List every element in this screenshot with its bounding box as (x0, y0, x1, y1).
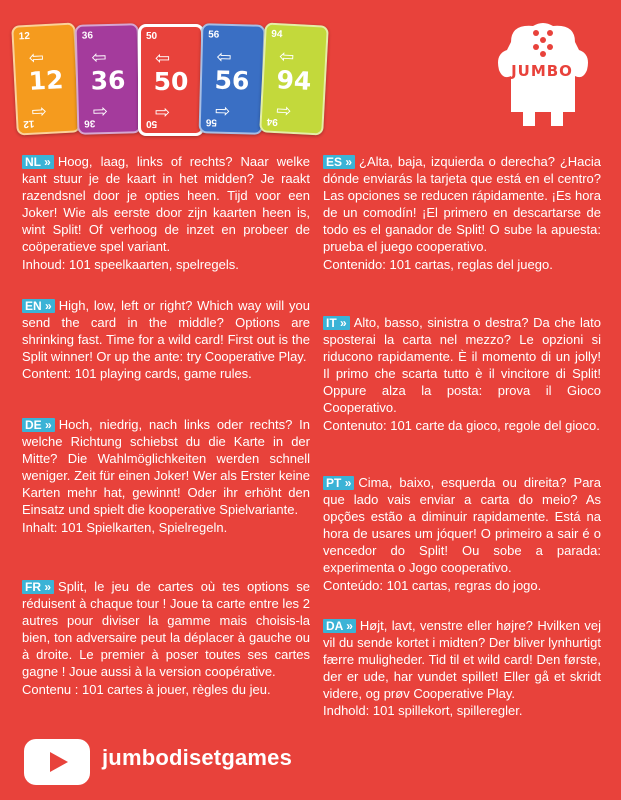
card-50 (138, 24, 204, 136)
card-56 (199, 23, 266, 135)
description-pt (323, 474, 601, 594)
tag-label: ES (326, 155, 343, 169)
description-text: High, low, left or right? Which way will you send the card in the middle? Options are shrinking fast. Time for a wild card! First out is the Split winner! Or up the ante: try Cooperative Play. (22, 298, 310, 365)
contents-line: Content: 101 playing cards, game rules. (22, 366, 252, 382)
contents-line: Contenido: 101 cartas, reglas del juego. (323, 256, 553, 272)
arrow-left-icon: ⇦ (216, 46, 232, 67)
tag-arrow: » (340, 316, 347, 330)
card-value: 94 (275, 65, 313, 96)
arrow-left-icon: ⇦ (278, 46, 295, 67)
tag-arrow: » (346, 619, 353, 633)
card-corner: 36 (81, 30, 94, 42)
youtube-channel-name[interactable]: jumbodisetgames (102, 745, 293, 770)
contents-line: Contenu : 101 cartes à jouer, règles du jeu. (22, 681, 271, 697)
description-nl (22, 153, 310, 273)
language-tag-de (22, 418, 55, 432)
description-text: Højt, lavt, venstre eller højre? Hvilken vej vil du sende kortet i midten? Der bliver lynhurtigt færre muligheder. Tid til et wild card! Den første, der er ude, har vundet spillet! Eller gå et skridt videre, og prøv Cooperative Play. (323, 618, 601, 702)
description-text: Split, le jeu de cartes où tes options se réduisent à chaque tour ! Joue ta carte entre les 2 autres pour diviser la gamme mais choisis-la bien, ton adversaire peut la déplacer à gauche ou à droite. Le premier à poser toutes ses cartes gagne ! Joue aussi à la version coopérative. (22, 579, 310, 680)
description-text: Hoch, niedrig, nach links oder rechts? In welche Richtung schiebst du die Karte in der Mitte? Die Wahlmöglichkeiten werden schnell weniger. Zeit für einen Joker! Wer als Erster keine Karten mehr hat, gewinnt! Oder ihr erhöht den Einsatz und spielt die kooperative Spielvariante. (22, 417, 310, 518)
card-corner: 94 (271, 28, 283, 41)
card-corner: 12 (18, 30, 31, 43)
tag-label: EN (25, 299, 42, 313)
language-tag-da (323, 619, 356, 633)
description-en (22, 297, 310, 382)
contents-line: Inhoud: 101 speelkaarten, spelregels. (22, 256, 239, 272)
tag-label: FR (25, 580, 41, 594)
arrow-left-icon: ⇦ (28, 47, 45, 68)
description-text: Alto, basso, sinistra o destra? Da che lato sposterai la carta nel mezzo? Le opzioni si riducono rapidamente. È il momento di un jolly! Il primo che scarta tutto è il vincitore di Split! Oppure alza la posta: prova il Gioco Cooperativo. (323, 315, 601, 416)
arrow-right-icon: ⇨ (155, 102, 171, 122)
description-text: ¿Alta, baja, izquierda o derecha? ¿Hacia dónde enviarás la tarjeta que está en el centro? Las opciones se reducen rápidamente. ¡Es hora de un comodín! ¡El primero en descartarse de todo es el ganador de Split! O sube la apuesta: prueba el juego cooperativo. (323, 154, 601, 255)
card-value: 12 (27, 65, 65, 96)
arrow-right-icon: ⇨ (214, 100, 231, 121)
arrow-right-icon: ⇨ (31, 101, 48, 122)
tag-arrow: » (45, 418, 52, 432)
arrow-right-icon: ⇨ (92, 101, 109, 122)
tag-label: DE (25, 418, 42, 432)
card-12 (11, 22, 81, 135)
card-fan (14, 20, 324, 138)
tag-arrow: » (345, 155, 353, 169)
tag-arrow: » (45, 299, 52, 313)
arrow-left-icon: ⇦ (155, 48, 171, 68)
description-it (323, 314, 601, 434)
description-da (323, 617, 601, 720)
contents-line: Conteúdo: 101 cartas, regras do jogo. (323, 577, 542, 593)
card-corner: 12 (23, 117, 35, 130)
arrow-left-icon: ⇦ (91, 47, 107, 68)
arrow-right-icon: ⇨ (275, 100, 292, 121)
card-value: 56 (214, 65, 250, 96)
card-value: 36 (90, 65, 126, 96)
card-value: 50 (153, 67, 189, 96)
description-text: Cima, baixo, esquerda ou direita? Para que lado vais enviar a carta do meio? As opções estão a diminuir rapidamente. Está na hora de usares um jóquer! O primeiro a sair é o vencedor do Split! Ou sobe a parada: experimenta o Jogo cooperativo. (323, 475, 601, 576)
language-tag-pt (323, 476, 354, 490)
description-de (22, 416, 310, 536)
contents-line: Contenuto: 101 carte da gioco, regole del gioco. (323, 417, 600, 433)
tag-label: IT (326, 316, 337, 330)
language-tag-nl (22, 155, 54, 169)
language-tag-en (22, 299, 55, 313)
contents-line: Indhold: 101 spillekort, spilleregler. (323, 703, 523, 719)
description-es (323, 153, 601, 273)
logo-wordmark: JUMBO (511, 62, 573, 80)
card-corner: 36 (84, 117, 96, 129)
description-fr (22, 578, 310, 698)
language-tag-es (323, 155, 355, 169)
tag-arrow: » (44, 580, 52, 594)
tag-arrow: » (44, 155, 51, 169)
tag-label: DA (326, 619, 343, 633)
tag-label: PT (326, 476, 342, 490)
card-corner: 50 (146, 118, 158, 129)
description-text: Hoog, laag, links of rechts? Naar welke kant stuur je de kaart in het midden? Je raakt razendsnel door je opties heen. Tijd voor een Joker! Wie als eerste door zijn kaarten heen is, wint Split! Of verhoog de inzet en probeer de coöperatieve spel variant. (22, 154, 310, 255)
youtube-icon[interactable] (24, 739, 90, 785)
card-corner: 94 (266, 115, 279, 128)
card-94 (259, 22, 329, 135)
card-corner: 56 (205, 116, 218, 128)
language-tag-fr (22, 580, 54, 594)
contents-line: Inhalt: 101 Spielkarten, Spielregeln. (22, 519, 228, 535)
tag-label: NL (25, 155, 41, 169)
card-corner: 50 (146, 31, 158, 42)
card-corner: 56 (208, 29, 220, 41)
card-36 (75, 23, 142, 135)
tag-arrow: » (344, 476, 352, 490)
language-tag-it (323, 316, 350, 330)
